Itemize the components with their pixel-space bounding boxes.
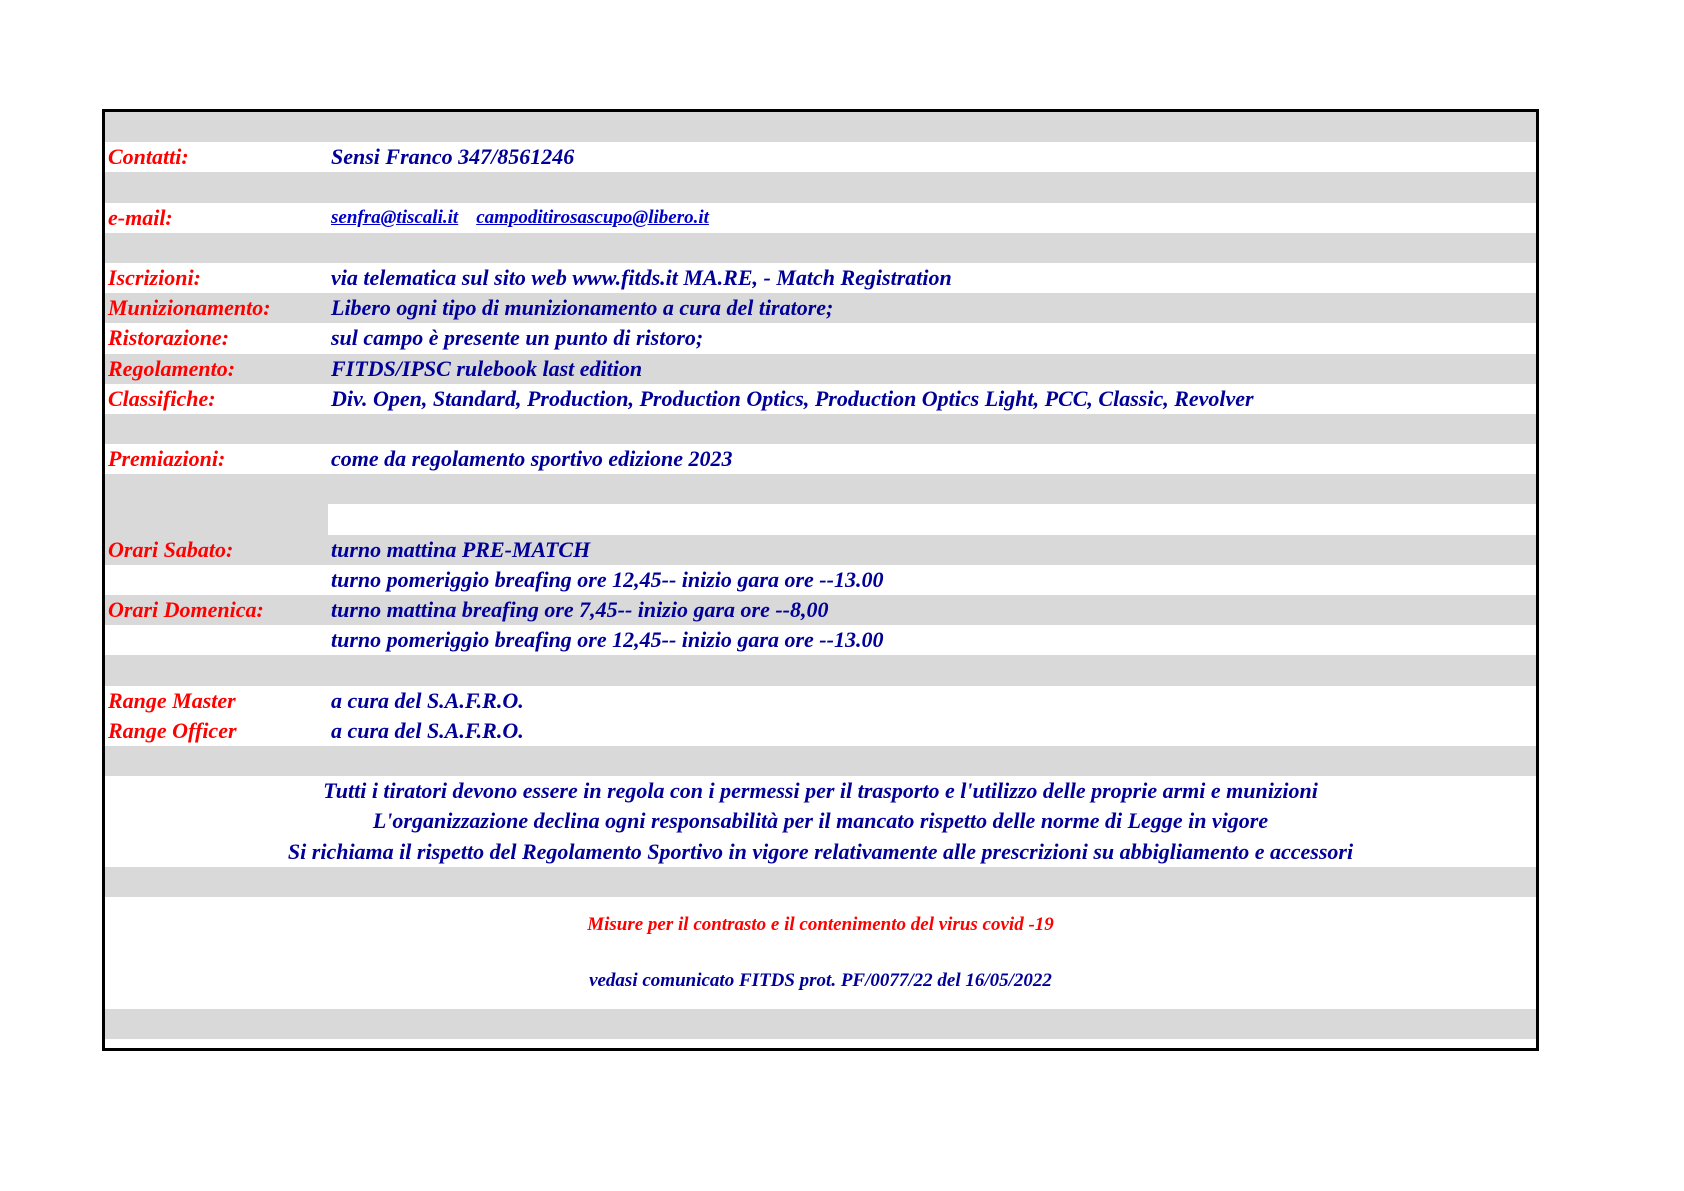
row-premiazioni (105, 444, 1536, 474)
spacer-row (105, 867, 1536, 897)
row-classifiche (105, 384, 1536, 414)
spacer-row (105, 1009, 1536, 1039)
row-note-1 (105, 776, 1536, 806)
spacer-row (105, 655, 1536, 685)
row-covid-title (105, 897, 1536, 953)
email-label: e-mail: (108, 204, 173, 230)
iscrizioni-value: via telematica sul sito web www.fitds.it MA.RE, - Match Registration (331, 265, 952, 291)
row-ristorazione (105, 323, 1536, 353)
ristorazione-value: sul campo è presente un punto di ristoro; (331, 325, 704, 351)
premiazioni-label: Premiazioni: (108, 446, 226, 472)
row-orari-sabato-pomeriggio (105, 565, 1536, 595)
orari-domenica-mattina: turno mattina breafing ore 7,45-- inizio gara ore --8,00 (331, 597, 829, 623)
contatti-value: Sensi Franco 347/8561246 (331, 144, 575, 170)
spacer-row (105, 112, 1536, 142)
iscrizioni-label: Iscrizioni: (108, 265, 201, 291)
covid-reference: vedasi comunicato FITDS prot. PF/0077/22 del 16/05/2022 (589, 969, 1052, 991)
ristorazione-label: Ristorazione: (108, 325, 230, 351)
row-range-master (105, 686, 1536, 716)
orari-domenica-label: Orari Domenica: (108, 597, 264, 623)
classifiche-label: Classifiche: (108, 385, 216, 411)
email-values (331, 203, 709, 233)
range-master-value: a cura del S.A.F.R.O. (331, 687, 524, 713)
email-link-tiscali[interactable]: senfra@tiscali.it (331, 206, 459, 228)
spacer-row (105, 474, 1536, 504)
orari-sabato-label: Orari Sabato: (108, 536, 234, 562)
row-iscrizioni (105, 263, 1536, 293)
spacer-row (105, 414, 1536, 444)
munizionamento-value: Libero ogni tipo di munizionamento a cura del tiratore; (331, 295, 834, 321)
spacer-row-split (105, 504, 1536, 534)
note-line-3: Si richiama il rispetto del Regolamento Sportivo in vigore relativamente alle prescrizioni su abbigliamento e accessori (287, 838, 1354, 864)
shaded-cell (105, 504, 328, 534)
regolamento-value: FITDS/IPSC rulebook last edition (331, 355, 643, 381)
row-range-officer (105, 716, 1536, 746)
spacer-row (105, 746, 1536, 776)
orari-sabato-mattina: turno mattina PRE-MATCH (331, 536, 591, 562)
row-munizionamento (105, 293, 1536, 323)
row-orari-sabato (105, 535, 1536, 565)
orari-domenica-pomeriggio: turno pomeriggio breafing ore 12,45-- inizio gara ore --13.00 (331, 627, 884, 653)
contatti-label: Contatti: (108, 144, 189, 170)
row-regolamento (105, 354, 1536, 384)
row-contatti (105, 142, 1536, 172)
row-orari-domenica-pomeriggio (105, 625, 1536, 655)
email-link-libero[interactable]: campoditirosascupo@libero.it (476, 206, 709, 228)
row-note-3 (105, 837, 1536, 867)
covid-title: Misure per il contrasto e il contenimento del virus covid -19 (587, 913, 1054, 935)
row-note-2 (105, 806, 1536, 836)
row-covid-reference (105, 953, 1536, 1009)
note-line-1: Tutti i tiratori devono essere in regola con i permessi per il trasporto e l'utilizzo delle proprie armi e munizioni (323, 778, 1318, 804)
range-master-label: Range Master (108, 687, 236, 713)
range-officer-value: a cura del S.A.F.R.O. (331, 717, 524, 743)
spacer-row (105, 172, 1536, 202)
spacer-row (105, 233, 1536, 263)
munizionamento-label: Munizionamento: (108, 295, 271, 321)
note-line-2: L'organizzazione declina ogni responsabilità per il mancato rispetto delle norme di Legge in vigore (372, 808, 1269, 834)
info-sheet (102, 109, 1539, 1051)
range-officer-label: Range Officer (108, 717, 237, 743)
classifiche-value: Div. Open, Standard, Production, Production Optics, Production Optics Light, PCC, Classic, Revolver (331, 385, 1254, 411)
row-orari-domenica (105, 595, 1536, 625)
row-email (105, 203, 1536, 233)
premiazioni-value: come da regolamento sportivo edizione 2023 (331, 446, 733, 472)
orari-sabato-pomeriggio: turno pomeriggio breafing ore 12,45-- inizio gara ore --13.00 (331, 566, 884, 592)
regolamento-label: Regolamento: (108, 355, 236, 381)
